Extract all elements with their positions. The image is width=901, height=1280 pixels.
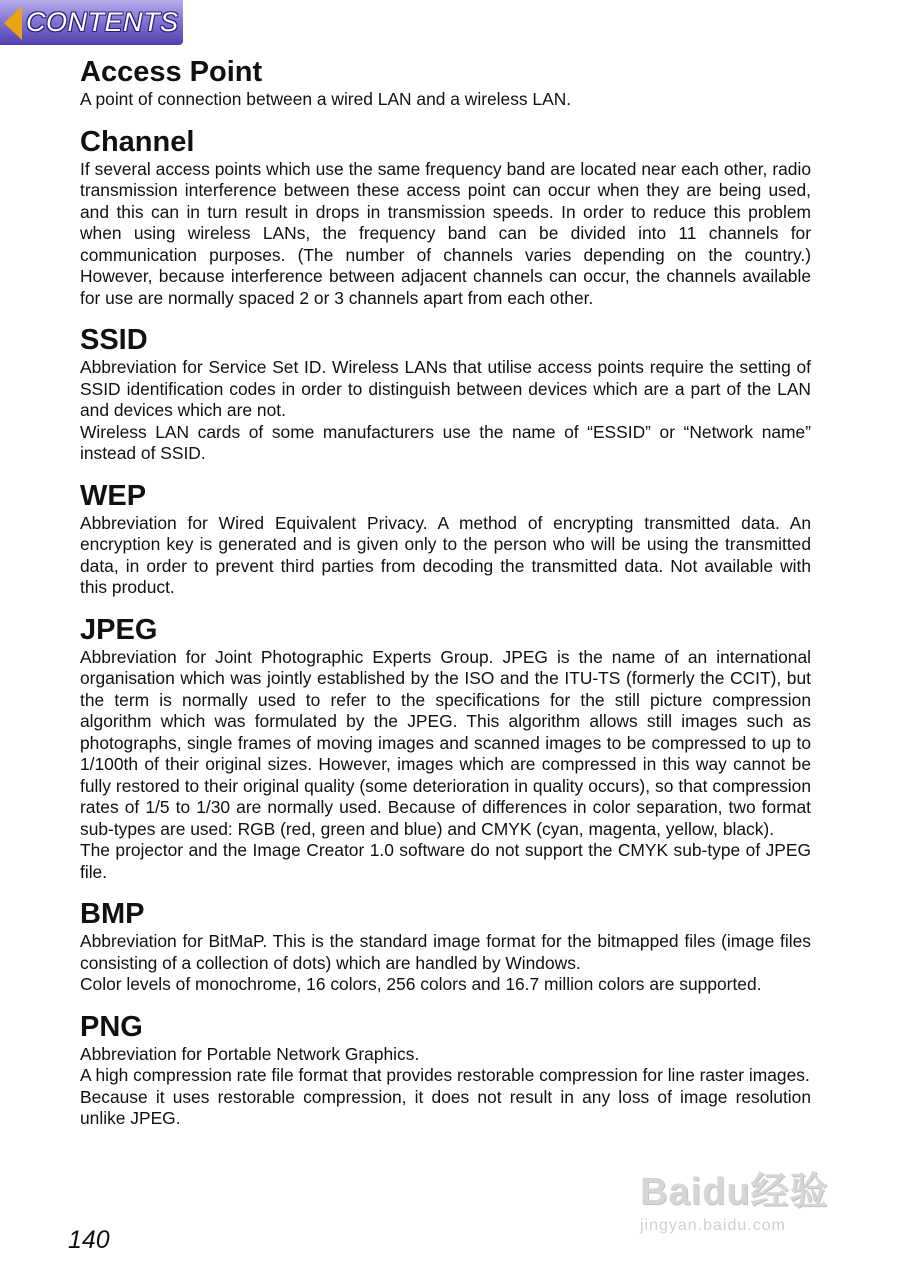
page-number: 140 (68, 1226, 110, 1254)
definition-paragraph: Abbreviation for Portable Network Graphics. (80, 1043, 420, 1064)
watermark-logo: Baidu经验 (640, 1171, 829, 1213)
definition-paragraph: Wireless LAN cards of some manufacturers use the name of “ESSID” or “Network name” instead of SSID. (80, 421, 811, 463)
term-heading: Access Point (80, 56, 263, 88)
definition-paragraph: A high compression rate file format that provides restorable compression for line raster images. (80, 1065, 810, 1085)
term-heading: JPEG (80, 613, 158, 646)
definition-paragraph: If several access points which use the same frequency band are located near each other, radio transmission interference between these access point can occur when they are being used, and this can in turn result in drops in transmission speeds. In order to reduce this problem when using wireless LANs, the frequency band can be divided into 11 channels for communication purposes. (The number of channels varies depending on the country.) However, because interference between adjacent channels can occur, the channels available for use are normally spaced 2 or 3 channels apart from each other. (80, 158, 811, 308)
back-arrow-icon (4, 6, 22, 40)
definition-paragraph: Abbreviation for Service Set ID. Wireless LANs that utilise access points require the setting of SSID identification codes in order to distinguish between devices which are a part of the LAN and devices which are not. (80, 357, 811, 420)
watermark-url: jingyan.baidu.com (640, 1217, 786, 1234)
term-heading: PNG (80, 1010, 143, 1043)
definition-paragraph: Abbreviation for Joint Photographic Experts Group. JPEG is the name of an international organisation which was jointly established by the ISO and the ITU-TS (formerly the CCIT), but the term is normally used to refer to the specifications for the still picture compression algorithm which was formulated by the JPEG. This algorithm allows still images such as photographs, single frames of moving images and scanned images to be compressed to up to 1/100th of their original sizes. However, images which are compressed in this way cannot be fully restored to their original quality (some deterioration in quality occurs), so that compression rates of 1/5 to 1/30 are normally used. Because of differences in color separation, two format sub-types are used: RGB (red, green and blue) and CMYK (cyan, magenta, yellow, black). (80, 646, 811, 839)
definition-paragraph: Abbreviation for Wired Equivalent Privacy. A method of encrypting transmitted data. An encryption key is generated and is given only to the person who will be using the transmitted data, in order to prevent third parties from decoding the transmitted data. Not available with this product. (80, 512, 811, 597)
entry-jpeg (80, 613, 811, 884)
entry-channel (80, 125, 811, 310)
contents-button[interactable] (0, 0, 183, 45)
entry-png (80, 1010, 811, 1130)
definition-paragraph: A point of connection between a wired LAN and a wireless LAN. (80, 89, 572, 109)
glossary-content (80, 55, 811, 1144)
entry-access-point (80, 55, 811, 111)
entry-bmp (80, 897, 811, 996)
watermark (640, 1160, 850, 1250)
definition-paragraph: Because it uses restorable compression, it does not result in any loss of image resolution unlike JPEG. (80, 1086, 811, 1128)
definition-paragraph: The projector and the Image Creator 1.0 software do not support the CMYK sub-type of JPEG file. (80, 840, 811, 882)
term-heading: SSID (80, 324, 148, 356)
contents-label: CONTENTS (26, 7, 179, 37)
term-heading: WEP (80, 479, 147, 512)
definition-paragraph: Abbreviation for BitMaP. This is the standard image format for the bitmapped files (image files consisting of a collection of dots) which are handled by Windows. (80, 931, 811, 973)
term-heading: BMP (80, 898, 145, 930)
entry-ssid (80, 323, 811, 465)
definition-paragraph: Color levels of monochrome, 16 colors, 256 colors and 16.7 million colors are supported. (80, 974, 762, 994)
term-heading: Channel (80, 125, 195, 158)
entry-wep (80, 479, 811, 599)
